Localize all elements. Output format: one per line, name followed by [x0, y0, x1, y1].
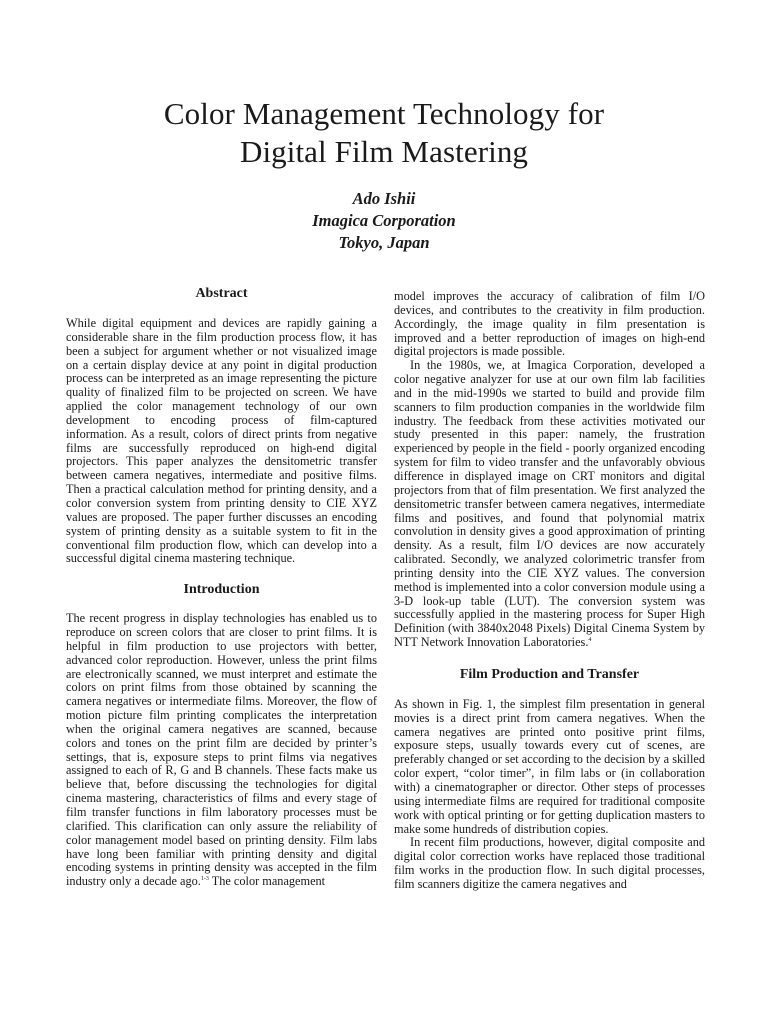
intro-p1-text: The recent progress in display technologies has enabled us to reproduce on screen colors that are closer to print films. It is helpful in film production to use projectors with better, advanced color reproduction. However, unless the print films are electronically scanned, we must interpret and estimate the colors on print films from those obtained by scanning the camera negatives or intermediate films. Moreover, the flow of motion picture film printing complicates the interpretation when the original camera negatives are scanned, because colors and tones on the print film are decided by printer’s settings, that is, exposure steps to print films via negatives assigned to each of R, G and B channels. These facts make us believe that, before discussing the technologies for digital cinema mastering, characteristics of films and every stage of film transfer functions in film laboratory processes must be clarified. This clarification can only assure the reliability of color management model based on printing density. Film labs have long been familiar with printing density and digital encoding systems in printing density was accepted in the film industry only a decade ago. [66, 611, 377, 889]
author-block [0, 188, 768, 254]
abstract-paragraph: While digital equipment and devices are rapidly gaining a considerable share in the film production process flow, it has been a subject for argument whether or not visualized image on a certain display device at any point in digital production process can be interpreted as an image representing the picture quality of finalized film to be projected on screen. We have applied the color management technology of our own development to encoding process of film-captured information. As a result, colors of direct prints from negative films are successfully reproduced on high-end digital projectors. This paper analyzes the densitometric transfer between camera negatives, intermediate and positive films. Then a practical calculation method for printing density, and a color conversion system from printing density to CIE XYZ values are proposed. The paper further discusses an encoding system of printing density as a suitable system to fit in the conventional film production flow, which can develop into a successful digital cinema mastering technique. [66, 316, 377, 566]
author-name: Ado Ishii [352, 189, 416, 208]
paper-title [0, 95, 768, 171]
film-production-paragraph-1: As shown in Fig. 1, the simplest film presentation in general movies is a direct print from camera negatives. When the camera negatives are printed onto positive print films, exposure steps, usually towards every cut of scenes, are preferably changed or set according to the decision by a skilled color expert, “color timer”, in film labs or (in collaboration with) a cinematographer or director. Other steps of processes using intermediate films are required for traditional composite work with optical printing or for getting duplication masters to make some hundreds of distribution copies. [394, 696, 705, 836]
title-line-1: Color Management Technology for [163, 96, 605, 131]
left-column [66, 286, 377, 889]
film-production-heading: Film Production and Transfer [459, 666, 640, 682]
introduction-paragraph-1 [66, 612, 377, 889]
introduction-paragraph-1-continued: model improves the accuracy of calibration of film I/O devices, and contributes to the creativity in film production. Accordingly, the image quality in film presentation is improved and a better reproduction of images on high-end digital projectors is made possible. [394, 289, 705, 359]
intro-p2-text: In the 1980s, we, at Imagica Corporation, developed a color negative analyzer for use at our own film lab facilities and in the mid-1990s we started to build and provide film scanners to film production companies in the worldwide film industry. The feedback from these activities motivated our study presented in this paper: namely, the frustration experienced by people in the field - poorly organized encoding system for film to video transfer and the unfavorably obvious difference in displayed image on CRT monitors and digital projectors from that of film presentation. We first analyzed the densitometric transfer between camera negatives, intermediate films and positives, and found that polynomial matrix convolution in density gives a good approximation of printing density. As a result, film I/O devices are now accurately calibrated. Secondly, we analyzed colorimetric transfer from printing density into the CIE XYZ values. The conversion method is implemented into a color conversion module using a 3-D look-up table (LUT). The conversion system was successfully applied in the mastering process for Super High Definition (with 3840x2048 Pixels) Digital Cinema System by NTT Network Innovation Laboratories. [394, 358, 705, 650]
title-line-2: Digital Film Mastering [239, 134, 529, 169]
author-location: Tokyo, Japan [338, 233, 430, 252]
film-production-paragraph-2: In recent film productions, however, digital composite and digital color correction works have replaced those traditional film works in the production flow. In such digital processes, film scanners digitize the camera negatives and [394, 835, 705, 891]
right-column [394, 290, 705, 892]
reference-marker: 1-3 [200, 876, 209, 883]
introduction-heading: Introduction [183, 582, 260, 598]
author-affiliation: Imagica Corporation [312, 211, 456, 230]
reference-marker: 4 [588, 637, 592, 643]
abstract-heading: Abstract [195, 286, 248, 301]
introduction-paragraph-2 [394, 359, 705, 650]
intro-p1-tail: The color management [208, 874, 326, 889]
